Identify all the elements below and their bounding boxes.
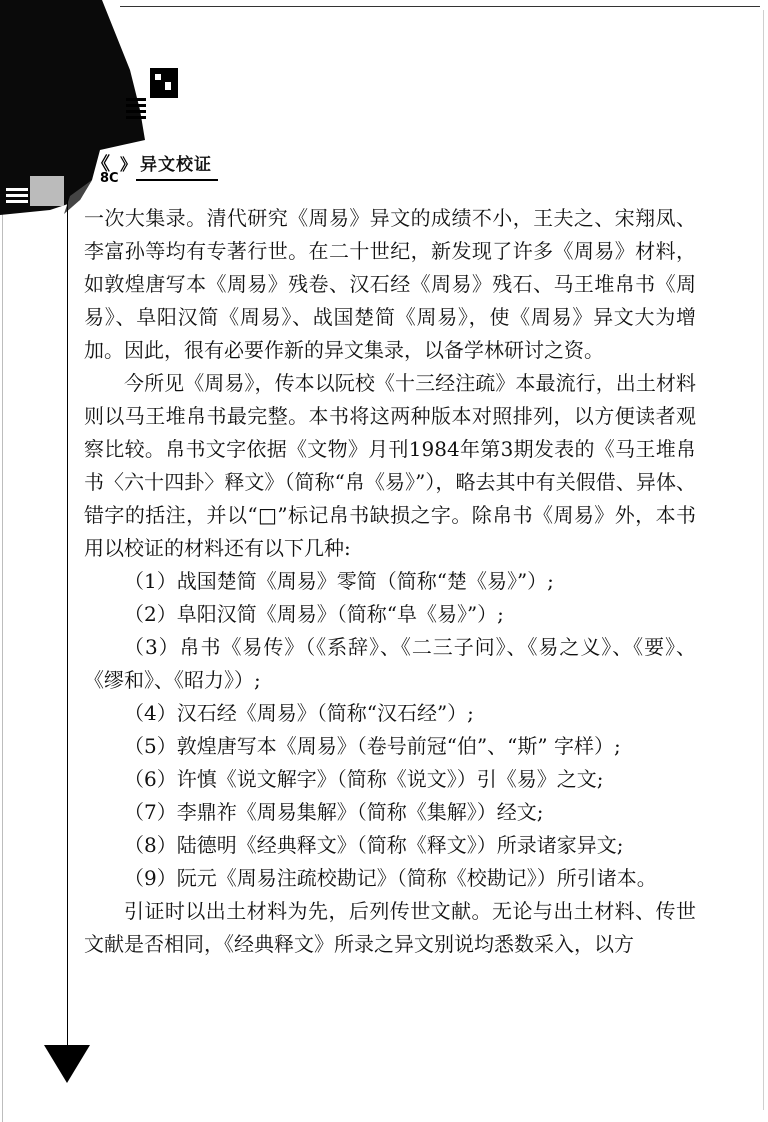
paragraph-2: 今所见《周易》，传本以阮校《十三经注疏》本最流行，出土材料则以马王堆帛书最完整。本书将这两种版本对照排列，以方便读者观察比较。帛书文字依据《文物》月刊1984年第3期发表的《马王堆帛书〈六十四卦〉释文》（简称“帛《易》”），略去其中有关假借、异体、错字的括注，并以“□”标记帛书缺损之字。除帛书《周易》外，本书用以校证的材料还有以下几种: [84,371,696,560]
section-title-text: 异文校证 [140,155,212,175]
svg-text:《: 《 [92,154,110,175]
left-margin-line [67,200,68,1070]
corner-decoration-icon [0,0,190,215]
list-item: （4）汉石经《周易》（简称“汉石经”）; [124,701,474,725]
list-item: （5）敦煌唐写本《周易》（卷号前冠“伯”、“斯” 字样）; [124,734,621,758]
page-right-edge [763,10,764,1110]
list-item: （2）阜阳汉简《周易》（简称“阜《易》”）; [124,602,504,626]
section-title [140,150,212,175]
body-text [84,202,696,961]
svg-text:8C: 8C [100,171,119,186]
list-item: （1）战国楚简《周易》零简（简称“楚《易》”）; [124,569,554,593]
paragraph-1: 一次大集录。清代研究《周易》异文的成绩不小，王夫之、宋翔凤、李富孙等均有专著行世。在二十世纪，新发现了许多《周易》材料，如敦煌唐写本《周易》残卷、汉石经《周易》残石、马王堆帛书《周易》、阜阳汉简《周易》、战国楚简《周易》，使《周易》异文大为增加。因此，很有必要作新的异文集录，以备学林研讨之资。 [84,206,696,362]
list-item: （7）李鼎祚《周易集解》（简称《集解》）经文; [124,800,544,824]
list-item: （3）帛书《易传》（《系辞》、《二三子问》、《易之义》、《要》、《缪和》、《昭力》）; [84,635,696,692]
list-item: （9）阮元《周易注疏校勘记》（简称《校勘记》）所引诸本。 [124,866,657,890]
list-item: （6）许慎《说文解字》（简称《说文》）引《易》之文; [124,767,604,791]
section-title-underline [136,179,218,181]
down-arrow-icon [44,1045,90,1085]
svg-text:》: 》 [120,155,137,174]
list-item: （8）陆德明《经典释文》（简称《释文》）所录诸家异文; [124,833,624,857]
top-rule [120,6,760,7]
closing-paragraph: 引证时以出土材料为先，后列传世文献。无论与出土材料、传世文献是否相同，《经典释文》所录之异文别说均悉数采入，以方 [84,899,696,956]
